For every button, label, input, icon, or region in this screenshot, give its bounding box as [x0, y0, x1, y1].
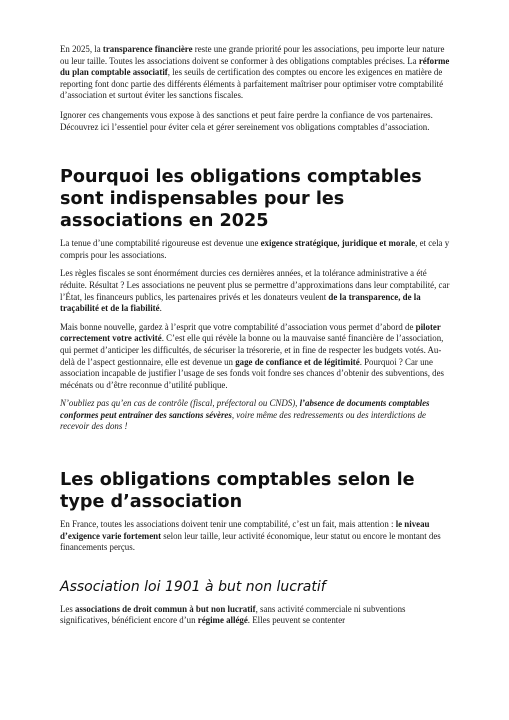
emphasis-text: réforme du plan comptable associatif [60, 55, 450, 78]
section2-paragraph-2 [60, 604, 452, 627]
emphasis-text: exigence stratégique, juridique et morale [260, 238, 416, 249]
section1-note [60, 398, 452, 433]
body-text: . Pourquoi ? Car une association incapable de justifier l’usage de ses fonds voit fondre ses chances d’obtenir des subventions, des mécénats ou d’être reconnue d’utilité publique. [60, 356, 444, 390]
body-text: , et cela y compris pour les associations. [60, 238, 450, 260]
emphasis-text: de la transparence, de la traçabilité et de la fiabilité [60, 291, 421, 314]
body-text: En 2025, la [60, 44, 103, 54]
body-text: . C’est elle qui révèle la bonne ou la mauvaise santé financière de l’association, qui permet d’anticiper les difficultés, de sécuriser la trésorerie, et in fine de respecter les budgets votés. Au-delà de l’aspect gestionnaire, elle est devenue un [60, 333, 444, 367]
intro-paragraph [60, 44, 452, 102]
body-text: , sans activité commerciale ni subventions significatives, bénéficient encore d’un [60, 603, 406, 626]
emphasis-text: transparence financière [102, 44, 193, 54]
body-text: selon leur taille, leur activité économique, leur statut ou encore le montant des financements perçus. [60, 530, 441, 553]
intro-discover-line: Découvrez ici l’essentiel pour éviter cela et gérer sereinement vos obligations comptables d’association. [60, 121, 430, 132]
section1-paragraph-3 [60, 322, 452, 392]
article-body [60, 44, 452, 634]
body-text: . Elles peuvent se contenter [247, 615, 346, 626]
body-text: Les règles fiscales se sont énormément durcies ces dernières années, et la tolérance administrative a été réduite. Résultat ? Les associations ne peuvent plus se permettre d’approximations dans leur comptabilité, car l’État, les financeurs publics, les partenaires privés et les donateurs veulent [60, 268, 450, 302]
emphasis-text: piloter correctement votre activité [60, 321, 441, 344]
emphasis-text: associations de droit commun à but non lucratif [75, 603, 256, 614]
body-text: N’oubliez pas qu’en cas de contrôle (fiscal, préfectoral ou CNDS), [60, 398, 300, 409]
intro-warning-line: Ignorer ces changements vous expose à des sanctions et peut faire perdre la confiance de vos partenaires. [60, 109, 433, 120]
section2-paragraph-1 [60, 519, 452, 554]
body-text: Mais bonne nouvelle, gardez à l’esprit que votre comptabilité d’association vous permet d’abord de [60, 321, 416, 332]
emphasis-text: l’absence de documents comptables conformes peut entraîner des sanctions sévères [60, 398, 430, 420]
emphasis-text: régime allégé [197, 615, 248, 626]
body-text: reste une grande priorité pour les associations, peu importe leur nature ou leur taille. Toutes les associations doivent se conformer à des obligations comptables précises. La [60, 44, 445, 66]
intro-warning-paragraph [60, 110, 452, 133]
section1-paragraph-2 [60, 268, 452, 314]
emphasis-text: gage de confiance et de légitimité [235, 356, 360, 367]
body-text: , voire même des redressements ou des interdictions de recevoir des dons ! [60, 409, 426, 432]
body-text: En France, toutes les associations doivent tenir une comptabilité, c’est un fait, mais attention : [60, 519, 396, 530]
section1-paragraph-1 [60, 238, 452, 261]
body-text: . [159, 303, 162, 314]
section-heading-why: Pourquoi les obligations comptables sont indispensables pour les associations en 2025 [60, 167, 422, 232]
body-text: Les [60, 603, 76, 614]
body-text: , les seuils de certification des comptes ou encore les exigences en matière de reporting font donc partie des différents éléments à parfaitement maîtriser pour optimiser votre comptabilité d’association et surtout éviter les sanctions fiscales. [60, 67, 444, 101]
section-heading-types: Les obligations comptables selon le type d’association [60, 470, 415, 513]
body-text: La tenue d’une comptabilité rigoureuse est devenue une [60, 238, 261, 249]
subsection-heading-loi-1901: Association loi 1901 à but non lucratif [60, 578, 326, 595]
emphasis-text: le niveau d’exigence varie fortement [60, 519, 430, 541]
